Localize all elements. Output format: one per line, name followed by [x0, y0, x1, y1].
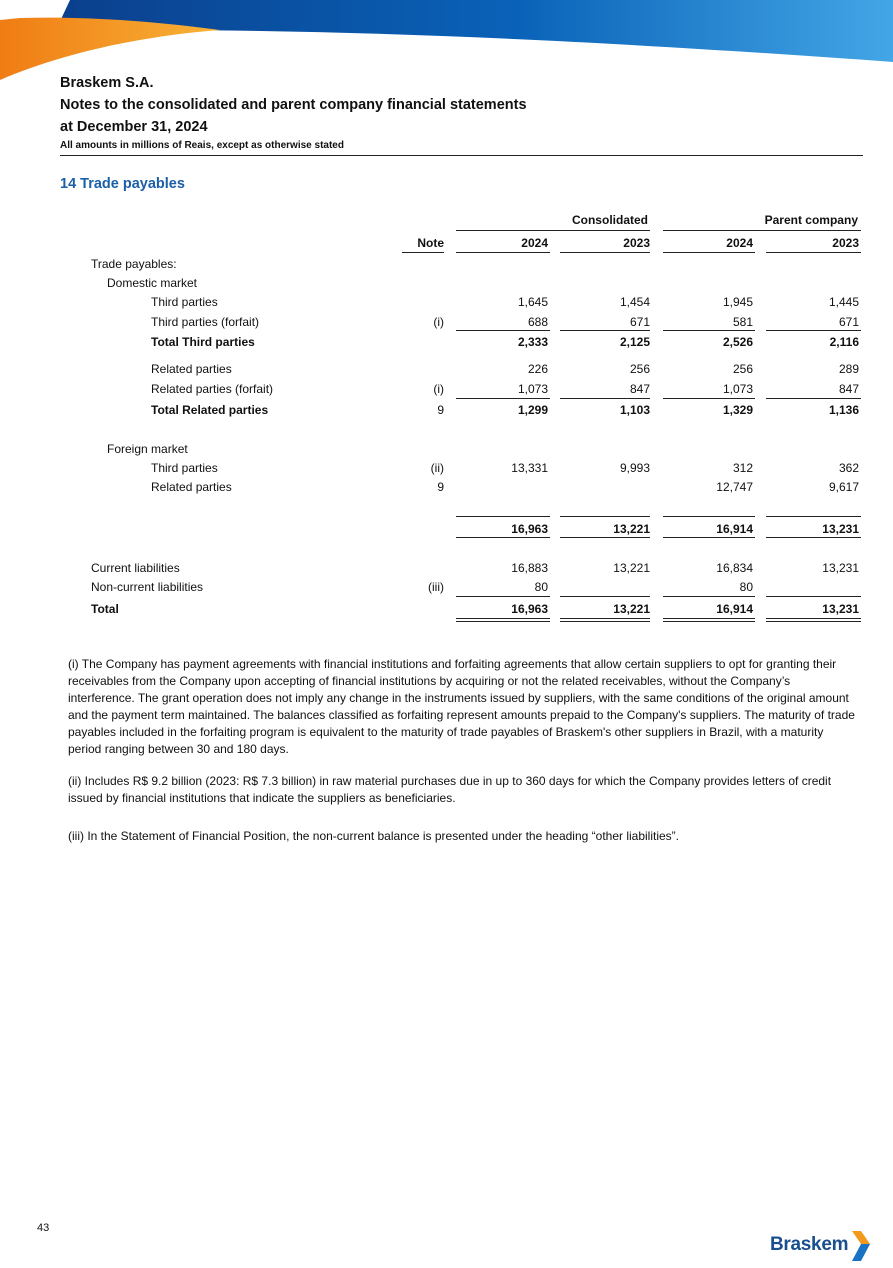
cell-value: 16,883 — [511, 561, 548, 575]
cell-value: 13,221 — [613, 522, 650, 536]
cell-value: 312 — [732, 461, 753, 475]
subtotal-line — [560, 516, 650, 517]
subtotal-line — [766, 330, 861, 331]
table-row — [0, 255, 893, 273]
subtotal-line — [456, 398, 550, 399]
total-double-line — [766, 621, 861, 622]
cell-value: 13,231 — [822, 602, 859, 616]
cell-value: 256 — [732, 362, 753, 376]
header-underline — [560, 252, 650, 253]
cell-value: 16,914 — [716, 602, 753, 616]
subtotal-line — [560, 537, 650, 538]
row-note: 9 — [437, 403, 444, 417]
subtotal-line — [456, 330, 550, 331]
cell-value: 13,221 — [613, 602, 650, 616]
table-row — [0, 360, 893, 378]
cell-value: 9,617 — [828, 480, 859, 494]
subtotal-line — [663, 537, 755, 538]
cell-value: 581 — [732, 315, 753, 329]
footnote-iii — [68, 828, 860, 845]
subtotal-line — [766, 596, 861, 597]
row-note: 9 — [437, 480, 444, 494]
total-double-line — [663, 618, 755, 619]
cell-value: 362 — [838, 461, 859, 475]
total-double-line — [560, 618, 650, 619]
table-row — [0, 380, 893, 398]
table-row — [0, 600, 893, 618]
group-header-consolidated: Consolidated — [571, 213, 648, 227]
logo-wordmark: Braskem — [770, 1234, 849, 1255]
column-header-year: 2024 — [521, 236, 548, 250]
subtotal-line — [663, 596, 755, 597]
subtotal-line — [766, 516, 861, 517]
subtotal-line — [766, 398, 861, 399]
cell-value: 2,333 — [517, 335, 548, 349]
column-header-year: 2023 — [623, 236, 650, 250]
units-note: All amounts in millions of Reais, except as otherwise stated — [60, 140, 344, 151]
cell-value: 1,645 — [517, 295, 548, 309]
subtotal-line — [663, 398, 755, 399]
cell-value: 13,221 — [613, 561, 650, 575]
cell-value: 2,125 — [619, 335, 650, 349]
logo-chevron-icon — [850, 1230, 872, 1262]
cell-value: 2,116 — [829, 335, 859, 349]
row-label: Third parties — [151, 295, 218, 309]
row-label: Related parties — [151, 362, 232, 376]
cell-value: 1,073 — [517, 382, 548, 396]
row-label: Foreign market — [107, 442, 188, 456]
section-title: 14 Trade payables — [60, 176, 185, 192]
row-note: (iii) — [428, 580, 444, 594]
cell-value: 256 — [629, 362, 650, 376]
table-row — [0, 274, 893, 292]
row-note: (i) — [433, 315, 444, 329]
cell-value: 847 — [838, 382, 859, 396]
row-label: Current liabilities — [91, 561, 180, 575]
cell-value: 13,231 — [822, 522, 859, 536]
header-underline — [402, 252, 444, 253]
table-row — [0, 520, 893, 538]
table-row — [0, 459, 893, 477]
cell-value: 1,103 — [619, 403, 650, 417]
cell-value: 226 — [527, 362, 548, 376]
cell-value: 80 — [739, 580, 753, 594]
cell-value: 16,963 — [511, 602, 548, 616]
cell-value: 1,445 — [828, 295, 859, 309]
total-double-line — [456, 621, 550, 622]
table-row — [0, 333, 893, 351]
cell-value: 289 — [838, 362, 859, 376]
column-header-note: Note — [417, 236, 444, 250]
total-double-line — [560, 621, 650, 622]
table-row — [0, 578, 893, 596]
cell-value: 2,526 — [722, 335, 753, 349]
header-underline — [766, 252, 861, 253]
row-label: Related parties — [151, 480, 232, 494]
total-double-line — [766, 618, 861, 619]
table-row — [0, 293, 893, 311]
company-name: Braskem S.A. — [60, 75, 154, 91]
cell-value: 9,993 — [619, 461, 650, 475]
subtotal-line — [663, 516, 755, 517]
table-row — [0, 559, 893, 577]
total-double-line — [663, 621, 755, 622]
subtotal-line — [663, 330, 755, 331]
group-underline — [456, 230, 650, 231]
cell-value: 16,834 — [716, 561, 753, 575]
row-label: Domestic market — [107, 276, 198, 290]
row-label: Non-current liabilities — [91, 580, 204, 594]
braskem-logo — [770, 1230, 874, 1262]
group-header-parent: Parent company — [764, 213, 858, 227]
cell-value: 1,454 — [619, 295, 650, 309]
row-note: (ii) — [430, 461, 444, 475]
table-row — [0, 313, 893, 331]
table-row — [0, 478, 893, 496]
document-header — [60, 72, 863, 156]
row-label: Total Third parties — [151, 335, 255, 349]
header-rule — [60, 155, 863, 156]
table-row — [0, 401, 893, 419]
cell-value: 16,963 — [511, 522, 548, 536]
row-label: Trade payables: — [91, 257, 177, 271]
row-label: Total Related parties — [151, 403, 269, 417]
footnote-text: (ii) Includes R$ 9.2 billion (2023: R$ 7.3 billion) in raw material purchases due in up to 360 days for which the Company provides letters of credit issued by financial institutions that indicate the suppliers as beneficiaries. — [68, 774, 832, 805]
cell-value: 1,299 — [517, 403, 548, 417]
footnote-text: (i) The Company has payment agreements with financial institutions and forfaiting agreements that allow certain suppliers to opt for granting their receivables from the Company upon accepting of financial institutions by acquiring or not the related receivables, without the Company’s interference. The grant operation does not imply any change in the instruments issued by suppliers, with the same conditions of the original amount and the payment term maintained. The balances classified as forfaiting represent amounts prepaid to the Company's suppliers. The maturity of trade payables included in the forfaiting program is equivalent to the maturity of trade payables of Braskem's other suppliers in Brazil, with a maturity period ranging between 30 and 180 days. — [68, 657, 855, 756]
cell-value: 13,331 — [511, 461, 548, 475]
row-label: Third parties — [151, 461, 218, 475]
cell-value: 671 — [838, 315, 859, 329]
cell-value: 80 — [534, 580, 548, 594]
footnote-i — [68, 656, 860, 758]
cell-value: 12,747 — [716, 480, 753, 494]
cell-value: 847 — [629, 382, 650, 396]
subtotal-line — [456, 537, 550, 538]
subtotal-line — [456, 596, 550, 597]
column-header-year: 2024 — [726, 236, 753, 250]
row-label: Third parties (forfait) — [151, 315, 260, 329]
cell-value: 1,329 — [722, 403, 753, 417]
cell-value: 671 — [629, 315, 650, 329]
group-underline — [663, 230, 861, 231]
column-header-year: 2023 — [832, 236, 859, 250]
row-note: (i) — [433, 382, 444, 396]
subtotal-line — [560, 330, 650, 331]
footnote-text: (iii) In the Statement of Financial Position, the non-current balance is presented under the heading “other liabilities”. — [68, 829, 680, 843]
column-header-row — [0, 234, 893, 252]
document-date: at December 31, 2024 — [60, 119, 208, 135]
table-row — [0, 440, 893, 458]
cell-value: 688 — [527, 315, 548, 329]
cell-value: 1,945 — [722, 295, 753, 309]
cell-value: 1,136 — [828, 403, 859, 417]
total-double-line — [456, 618, 550, 619]
cell-value: 1,073 — [722, 382, 753, 396]
cell-value: 13,231 — [822, 561, 859, 575]
row-label: Related parties (forfait) — [151, 382, 274, 396]
row-label: Total — [91, 602, 119, 616]
subtotal-line — [560, 596, 650, 597]
footnote-ii — [68, 773, 860, 807]
subtotal-line — [766, 537, 861, 538]
header-underline — [663, 252, 755, 253]
subtotal-line — [560, 398, 650, 399]
cell-value: 16,914 — [716, 522, 753, 536]
header-underline — [456, 252, 550, 253]
document-title: Notes to the consolidated and parent company financial statements — [60, 97, 527, 113]
subtotal-line — [456, 516, 550, 517]
page-number: 43 — [37, 1222, 50, 1234]
